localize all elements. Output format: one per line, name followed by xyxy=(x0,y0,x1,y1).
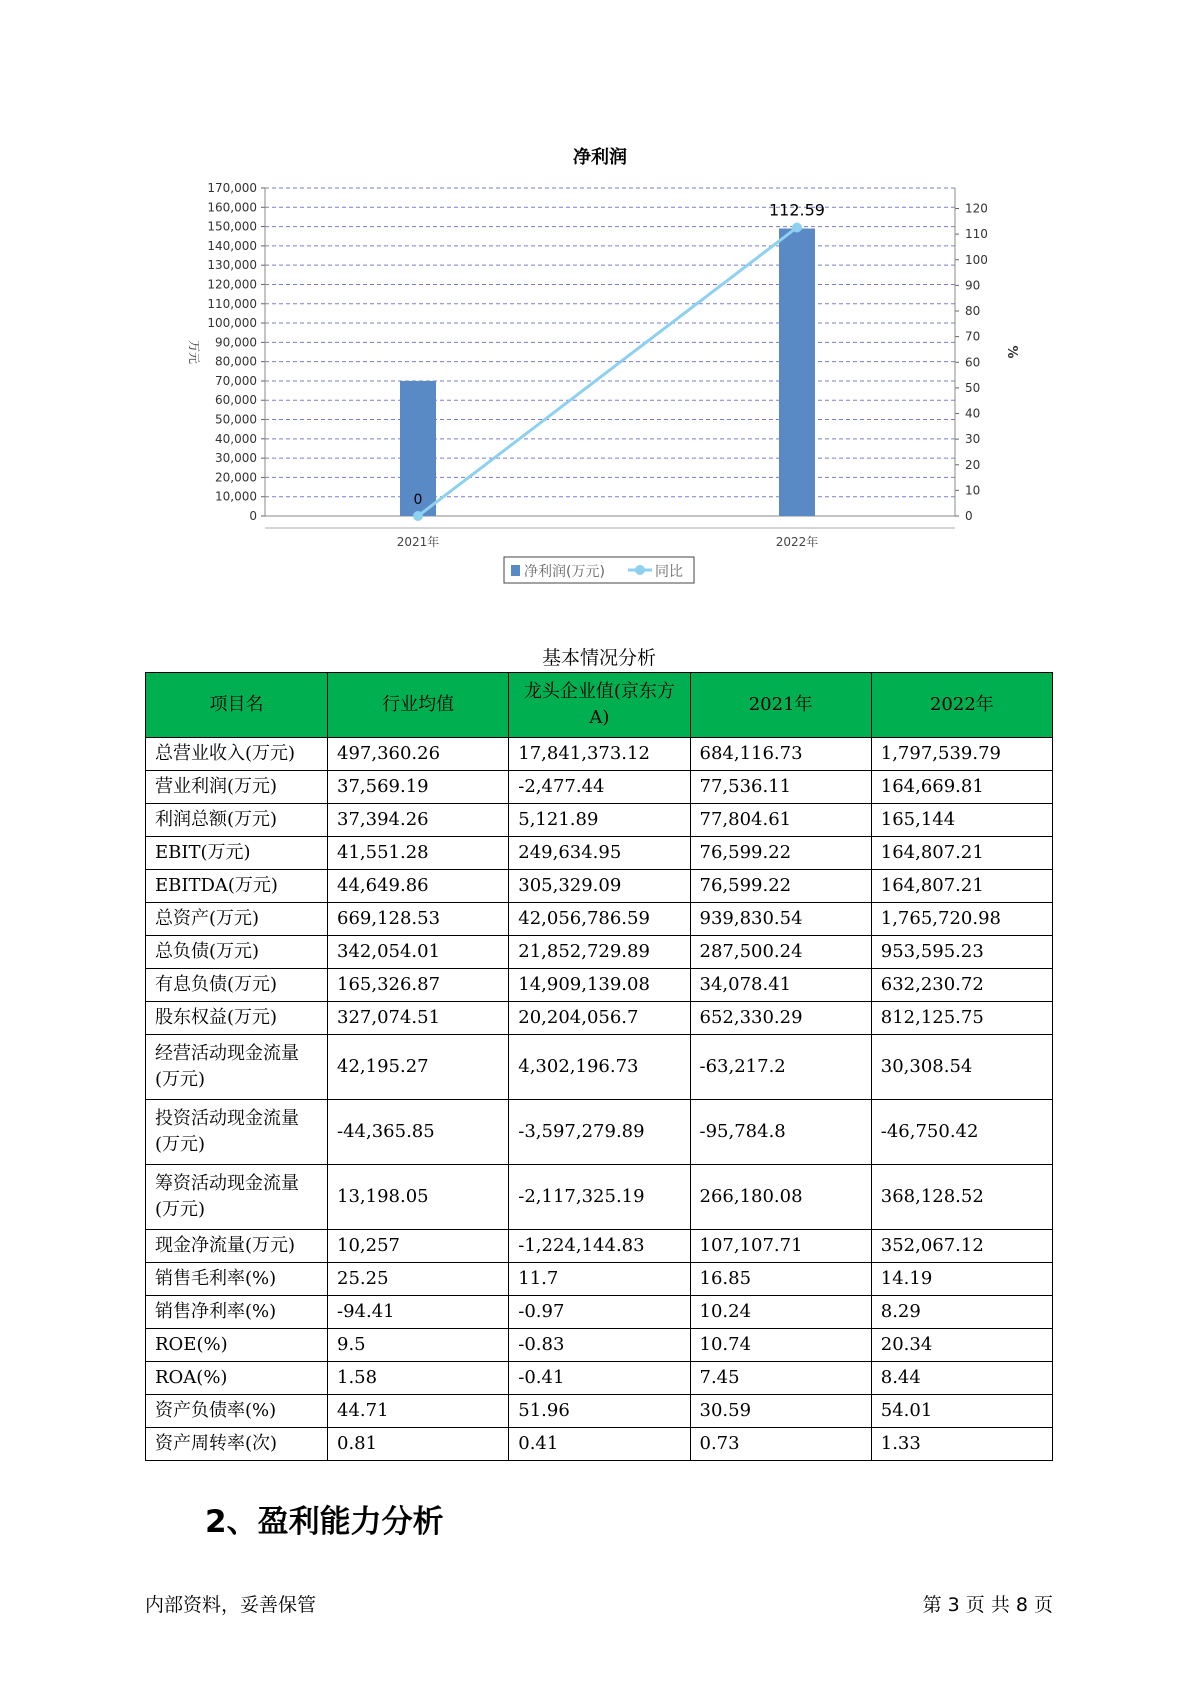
table-row xyxy=(146,1329,1053,1362)
y-tick-label: 150,000 xyxy=(207,219,257,234)
y-tick-label: 50,000 xyxy=(215,412,257,427)
legend-label-yoy: 同比 xyxy=(655,564,683,580)
table-cell: 164,807.21 xyxy=(871,837,1052,870)
table-row-label: 总负债(万元) xyxy=(146,936,328,969)
table-cell: 42,056,786.59 xyxy=(509,903,690,936)
table-cell: 165,326.87 xyxy=(328,969,509,1002)
table-row-label: 利润总额(万元) xyxy=(146,804,328,837)
table-cell: -63,217.2 xyxy=(690,1035,871,1100)
header-2021: 2021年 xyxy=(690,673,871,738)
table-row xyxy=(146,1428,1053,1461)
y2-tick-label: 30 xyxy=(965,432,981,447)
plot-area xyxy=(265,188,955,516)
table-cell: 1.58 xyxy=(328,1362,509,1395)
table-cell: 1.33 xyxy=(871,1428,1052,1461)
footer-page-number: 第 3 页 共 8 页 xyxy=(922,1594,1053,1616)
table-cell: 8.29 xyxy=(871,1296,1052,1329)
table-cell: 287,500.24 xyxy=(690,936,871,969)
point-yoy xyxy=(792,222,802,232)
section-heading: 2、盈利能力分析 xyxy=(205,1504,444,1540)
y2-tick-label: 90 xyxy=(965,278,981,293)
table-row xyxy=(146,1165,1053,1230)
net-profit-chart xyxy=(0,0,1191,620)
table-row xyxy=(146,738,1053,771)
table-cell: 164,669.81 xyxy=(871,771,1052,804)
table-cell: 305,329.09 xyxy=(509,870,690,903)
table-cell: -95,784.8 xyxy=(690,1100,871,1165)
table-row-label: ROA(%) xyxy=(146,1362,328,1395)
bar-net-profit xyxy=(779,229,815,516)
y-tick-label: 60,000 xyxy=(215,393,257,408)
table-cell: 54.01 xyxy=(871,1395,1052,1428)
table-row xyxy=(146,1230,1053,1263)
table-cell: 11.7 xyxy=(509,1263,690,1296)
table-cell: 14,909,139.08 xyxy=(509,969,690,1002)
legend-swatch-point xyxy=(635,565,645,575)
table-row-label: 现金净流量(万元) xyxy=(146,1230,328,1263)
table-row-label: 有息负债(万元) xyxy=(146,969,328,1002)
table-row-label: 股东权益(万元) xyxy=(146,1002,328,1035)
table-cell: 37,394.26 xyxy=(328,804,509,837)
data-label-yoy: 0 xyxy=(413,492,423,508)
y-tick-label: 30,000 xyxy=(215,451,257,466)
table-cell: 16.85 xyxy=(690,1263,871,1296)
y-tick-label: 10,000 xyxy=(215,489,257,504)
table-row-label: 筹资活动现金流量(万元) xyxy=(146,1165,328,1230)
table-cell: -2,117,325.19 xyxy=(509,1165,690,1230)
table-cell: -2,477.44 xyxy=(509,771,690,804)
x-tick-label: 2021年 xyxy=(396,535,440,549)
y2-tick-label: 20 xyxy=(965,457,981,472)
table-cell: 8.44 xyxy=(871,1362,1052,1395)
table-row xyxy=(146,1002,1053,1035)
table-row-label: 资产负债率(%) xyxy=(146,1395,328,1428)
data-label-yoy: 112.59 xyxy=(769,200,825,220)
header-leader-value: 龙头企业值(京东方A) xyxy=(509,673,690,738)
y-tick-label: 140,000 xyxy=(207,238,257,253)
table-cell: 684,116.73 xyxy=(690,738,871,771)
y-tick-label: 160,000 xyxy=(207,200,257,215)
table-cell: 1,797,539.79 xyxy=(871,738,1052,771)
table-row-label: 总资产(万元) xyxy=(146,903,328,936)
table-cell: 30,308.54 xyxy=(871,1035,1052,1100)
table-row xyxy=(146,1395,1053,1428)
y-tick-label: 80,000 xyxy=(215,354,257,369)
y-tick-label: 110,000 xyxy=(207,296,257,311)
table-cell: 51.96 xyxy=(509,1395,690,1428)
table-cell: -0.41 xyxy=(509,1362,690,1395)
table-row xyxy=(146,1296,1053,1329)
table-cell: 77,804.61 xyxy=(690,804,871,837)
table-row-label: EBITDA(万元) xyxy=(146,870,328,903)
y-tick-label: 40,000 xyxy=(215,431,257,446)
table-cell: 76,599.22 xyxy=(690,837,871,870)
table-cell: 41,551.28 xyxy=(328,837,509,870)
table-cell: 164,807.21 xyxy=(871,870,1052,903)
table-cell: 1,765,720.98 xyxy=(871,903,1052,936)
basic-analysis-table xyxy=(145,672,1053,1461)
table-cell: 10.74 xyxy=(690,1329,871,1362)
table-cell: 13,198.05 xyxy=(328,1165,509,1230)
table-cell: 34,078.41 xyxy=(690,969,871,1002)
table-row-label: 营业利润(万元) xyxy=(146,771,328,804)
table-row xyxy=(146,771,1053,804)
y-axis-label: 万元 xyxy=(187,339,201,365)
table-cell: 37,569.19 xyxy=(328,771,509,804)
table-cell: 327,074.51 xyxy=(328,1002,509,1035)
y-tick-label: 90,000 xyxy=(215,335,257,350)
y-tick-label: 0 xyxy=(249,509,257,523)
table-cell: -0.97 xyxy=(509,1296,690,1329)
table-cell: 342,054.01 xyxy=(328,936,509,969)
table-cell: 44,649.86 xyxy=(328,870,509,903)
table-row xyxy=(146,936,1053,969)
table-cell: 669,128.53 xyxy=(328,903,509,936)
table-title: 基本情况分析 xyxy=(541,647,656,669)
legend-swatch-bar xyxy=(511,565,520,576)
table-row xyxy=(146,969,1053,1002)
y-tick-label: 70,000 xyxy=(215,373,257,388)
table-cell: 165,144 xyxy=(871,804,1052,837)
table-cell: 812,125.75 xyxy=(871,1002,1052,1035)
table-cell: 14.19 xyxy=(871,1263,1052,1296)
table-cell: 107,107.71 xyxy=(690,1230,871,1263)
table-cell: 632,230.72 xyxy=(871,969,1052,1002)
table-row-label: 投资活动现金流量(万元) xyxy=(146,1100,328,1165)
legend-label-net-profit: 净利润(万元) xyxy=(524,564,605,580)
table-cell: 0.81 xyxy=(328,1428,509,1461)
table-row-label: 销售毛利率(%) xyxy=(146,1263,328,1296)
table-cell: 368,128.52 xyxy=(871,1165,1052,1230)
y-tick-label: 170,000 xyxy=(207,181,257,195)
table-row xyxy=(146,1100,1053,1165)
table-row xyxy=(146,804,1053,837)
y2-tick-label: 40 xyxy=(965,406,981,421)
table-cell: -0.83 xyxy=(509,1329,690,1362)
y2-tick-label: 10 xyxy=(965,483,981,498)
table-row xyxy=(146,837,1053,870)
y-tick-label: 120,000 xyxy=(207,277,257,292)
table-cell: 77,536.11 xyxy=(690,771,871,804)
header-industry-avg: 行业均值 xyxy=(328,673,509,738)
table-cell: 44.71 xyxy=(328,1395,509,1428)
table-cell: 652,330.29 xyxy=(690,1002,871,1035)
table-cell: 10,257 xyxy=(328,1230,509,1263)
table-row xyxy=(146,1263,1053,1296)
table-header-row xyxy=(146,673,1053,738)
y2-tick-label: 100 xyxy=(965,252,988,267)
table-row-label: 经营活动现金流量(万元) xyxy=(146,1035,328,1100)
table-body xyxy=(146,738,1053,1461)
table-cell: 266,180.08 xyxy=(690,1165,871,1230)
header-item-name: 项目名 xyxy=(146,673,328,738)
y2-tick-label: 70 xyxy=(965,329,981,344)
y2-axis-label: % xyxy=(1004,345,1019,359)
y2-tick-label: 120 xyxy=(965,201,988,216)
table-cell: 7.45 xyxy=(690,1362,871,1395)
table-cell: 9.5 xyxy=(328,1329,509,1362)
point-yoy xyxy=(413,511,423,521)
table-cell: -46,750.42 xyxy=(871,1100,1052,1165)
chart-title: 净利润 xyxy=(573,147,627,168)
table-row-label: ROE(%) xyxy=(146,1329,328,1362)
table-cell: 0.41 xyxy=(509,1428,690,1461)
table-cell: 30.59 xyxy=(690,1395,871,1428)
table-row-label: 销售净利率(%) xyxy=(146,1296,328,1329)
y-tick-label: 130,000 xyxy=(207,258,257,273)
table-cell: 249,634.95 xyxy=(509,837,690,870)
table-cell: 939,830.54 xyxy=(690,903,871,936)
table-row-label: EBIT(万元) xyxy=(146,837,328,870)
table-cell: 4,302,196.73 xyxy=(509,1035,690,1100)
y2-tick-label: 0 xyxy=(965,509,973,523)
y-tick-label: 20,000 xyxy=(215,470,257,485)
table-cell: 42,195.27 xyxy=(328,1035,509,1100)
footer-confidential-note: 内部资料，妥善保管 xyxy=(145,1594,317,1616)
header-2022: 2022年 xyxy=(871,673,1052,738)
table-row xyxy=(146,1362,1053,1395)
table-cell: -44,365.85 xyxy=(328,1100,509,1165)
table-cell: 5,121.89 xyxy=(509,804,690,837)
y2-tick-label: 50 xyxy=(965,380,981,395)
table-cell: 25.25 xyxy=(328,1263,509,1296)
table-cell: -94.41 xyxy=(328,1296,509,1329)
chart-canvas xyxy=(0,0,1191,620)
table-cell: -1,224,144.83 xyxy=(509,1230,690,1263)
table-row xyxy=(146,870,1053,903)
table-cell: 20.34 xyxy=(871,1329,1052,1362)
table-cell: 17,841,373.12 xyxy=(509,738,690,771)
table-cell: -3,597,279.89 xyxy=(509,1100,690,1165)
table-row-label: 总营业收入(万元) xyxy=(146,738,328,771)
y2-tick-label: 110 xyxy=(965,227,988,242)
table-cell: 10.24 xyxy=(690,1296,871,1329)
table-cell: 21,852,729.89 xyxy=(509,936,690,969)
y-tick-label: 100,000 xyxy=(207,316,257,331)
table-cell: 0.73 xyxy=(690,1428,871,1461)
table-row-label: 资产周转率(次) xyxy=(146,1428,328,1461)
x-tick-label: 2022年 xyxy=(775,535,819,549)
table-cell: 76,599.22 xyxy=(690,870,871,903)
table-cell: 497,360.26 xyxy=(328,738,509,771)
y2-tick-label: 60 xyxy=(965,355,981,370)
table-cell: 20,204,056.7 xyxy=(509,1002,690,1035)
table-row xyxy=(146,903,1053,936)
table-row xyxy=(146,1035,1053,1100)
table-cell: 352,067.12 xyxy=(871,1230,1052,1263)
table-cell: 953,595.23 xyxy=(871,936,1052,969)
y2-tick-label: 80 xyxy=(965,304,981,318)
